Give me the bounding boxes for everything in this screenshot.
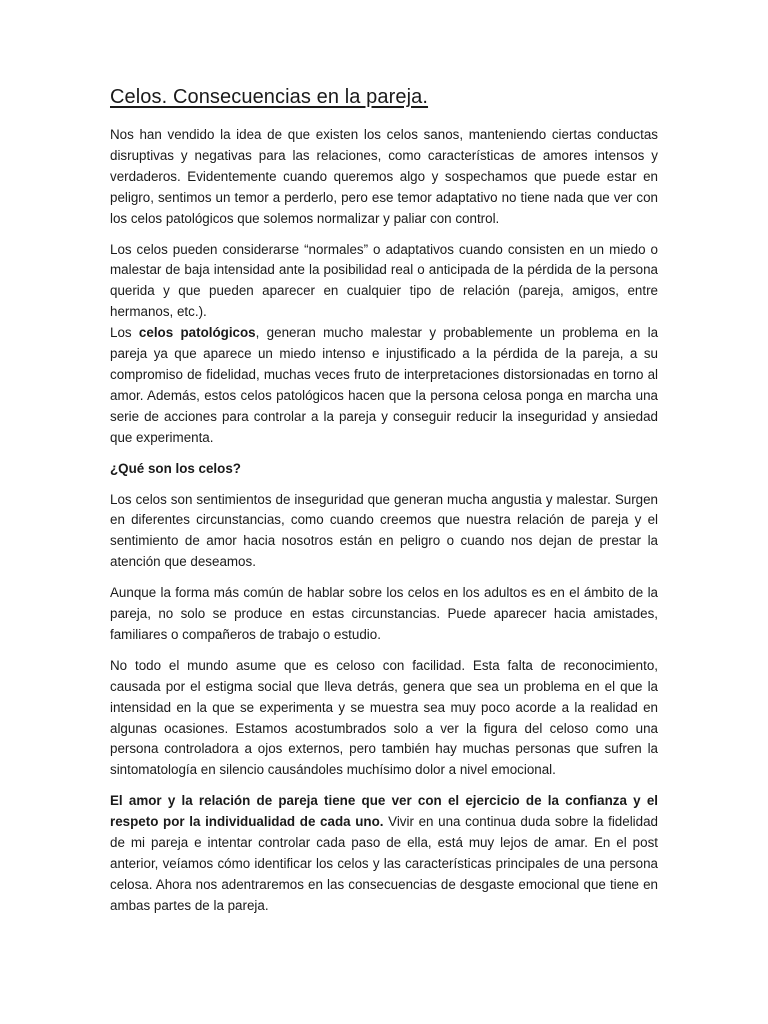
paragraph-5: Aunque la forma más común de hablar sobre los celos en los adultos es en el ámbito de la pareja, no solo se produce en estas circunstancias. Puede aparecer hacia amistades, familiares o compañeros de trabajo o estudio. <box>110 585 658 642</box>
document-page <box>110 86 658 927</box>
paragraph-6: No todo el mundo asume que es celoso con facilidad. Esta falta de reconocimiento, causada por el estigma social que lleva detrás, genera que sea un problema en el que la intensidad en la que se experimenta y se muestra sea muy poco acorde a la realidad en algunas ocasiones. Estamos acostumbrados solo a ver la figura del celoso como una persona controladora a ojos externos, pero también hay muchas personas que sufren la sintomatología en silencio causándoles muchísimo dolor a nivel emocional. <box>110 657 658 778</box>
paragraph-7-bold: El amor y la relación de pareja tiene que ver con el ejercicio de la confianza y el respeto por la individualidad de cada uno. <box>110 793 658 830</box>
paragraph-4: Los celos son sentimientos de inseguridad que generan mucha angustia y malestar. Surgen en diferentes circunstancias, como cuando creemos que nuestra relación de pareja y el sentimiento de amor hacia nosotros están en peligro o cuando nos dejan de prestar la atención que deseamos. <box>110 491 658 570</box>
paragraph-7 <box>110 791 658 916</box>
paragraph-3-bold: celos patológicos <box>138 325 256 341</box>
paragraph-1: Nos han vendido la idea de que existen los celos sanos, manteniendo ciertas conductas disruptivas y negativas para las relaciones, como características de amores intensos y verdaderos. Evidentemente cuando queremos algo y sospechamos que puede estar en peligro, sentimos un temor a perderlo, pero ese temor adaptativo no tiene nada que ver con los celos patológicos que solemos normalizar y paliar con control. <box>110 127 658 226</box>
paragraph-2: Los celos pueden considerarse “normales” o adaptativos cuando consisten en un miedo o malestar de baja intensidad ante la posibilidad real o anticipada de la pérdida de la persona querida y que pueden aparecer en cualquier tipo de relación (pareja, amigos, entre hermanos, etc.). <box>110 241 658 320</box>
paragraph-3-rest: , generan mucho malestar y probablemente un problema en la pareja ya que aparece un miedo intenso e injustificado a la pérdida de la pareja, a su compromiso de fidelidad, muchas veces fruto de interpretaciones distorsionadas en torno al amor. Además, estos celos patológicos hacen que la persona celosa ponga en marcha una serie de acciones para controlar a la pareja y conseguir reducir la inseguridad y ansiedad que experimenta. <box>110 325 659 445</box>
paragraph-3 <box>110 323 658 448</box>
paragraph-3-start: Los <box>110 325 139 341</box>
paragraph-7-rest: Vivir en una continua duda sobre la fidelidad de mi pareja e intentar controlar cada paso de ella, está muy lejos de amar. En el post anterior, veíamos cómo identificar los celos y las características principales de una persona celosa. Ahora nos adentraremos en las consecuencias de desgaste emocional que tiene en ambas partes de la pareja. <box>110 814 658 913</box>
section-heading: ¿Qué son los celos? <box>110 460 241 476</box>
document-title: Celos. Consecuencias en la pareja. <box>110 86 429 108</box>
